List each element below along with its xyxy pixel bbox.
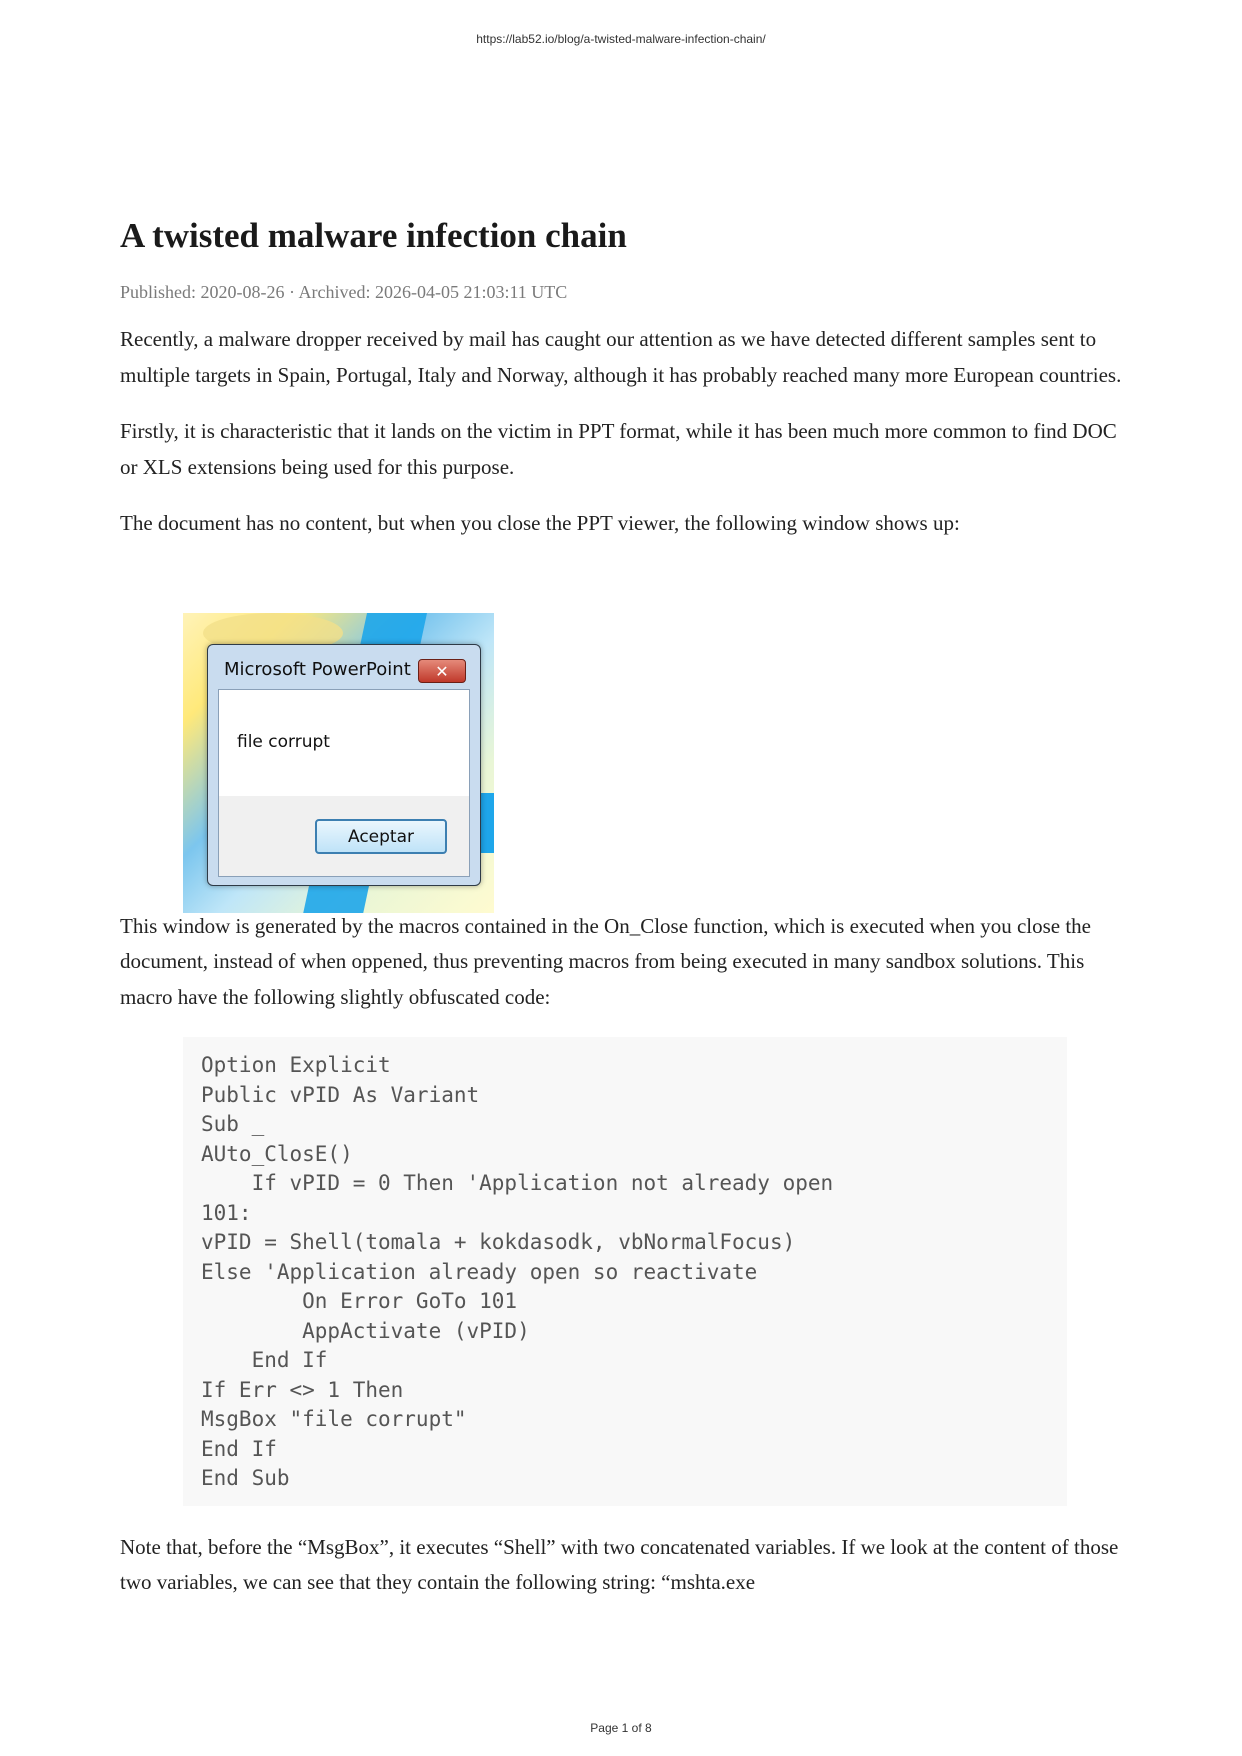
page-url-header: https://lab52.io/blog/a-twisted-malware-infection-chain/ <box>476 32 766 46</box>
close-icon: ✕ <box>418 659 466 683</box>
dialog-body <box>218 689 470 877</box>
code-line: Sub _ <box>201 1112 265 1136</box>
code-line: End Sub <box>201 1466 290 1490</box>
paragraph-window: The document has no content, but when you close the PPT viewer, the following window shows up: <box>120 511 960 535</box>
paragraph-shell: Note that, before the “MsgBox”, it executes “Shell” with two concatenated variables. If we look at the content of those two variables, we can see that they contain the following string: “mshta.exe <box>120 1534 1119 1594</box>
code-line: End If <box>201 1436 277 1461</box>
code-line: If vPID = 0 Then 'Application not already open <box>201 1171 834 1195</box>
code-line: 101: <box>201 1200 252 1225</box>
aceptar-button: Aceptar <box>315 819 447 854</box>
code-line: End If <box>201 1348 328 1372</box>
page-number: Page 1 of 8 <box>590 1721 652 1735</box>
code-line: AUto_ClosE() <box>201 1141 353 1166</box>
code-line: MsgBox "file corrupt" <box>201 1407 467 1431</box>
powerpoint-dialog <box>207 644 481 886</box>
paragraph-intro: Recently, a malware dropper received by mail has caught our attention as we have detected different samples sent to multiple targets in Spain, Portugal, Italy and Norway, although it has probably reached many more European countries. <box>120 327 1122 387</box>
paragraph-format: Firstly, it is characteristic that it lands on the victim in PPT format, while it has been much more common to find DOC or XLS extensions being used for this purpose. <box>120 419 1117 479</box>
code-line: vPID = Shell(tomala + kokdasodk, vbNormalFocus) <box>201 1230 796 1254</box>
dialog-message: file corrupt <box>237 732 330 752</box>
paragraph-macro: This window is generated by the macros contained in the On_Close function, which is executed when you close the document, instead of when oppened, thus preventing macros from being executed in many sandbox solutions. This macro have the following slightly obfuscated code: <box>120 913 1092 1009</box>
code-line: Option Explicit <box>201 1053 391 1077</box>
dialog-title: Microsoft PowerPoint <box>224 659 411 680</box>
article-meta: Published: 2020-08-26 · Archived: 2026-04-05 21:03:11 UTC <box>120 282 568 302</box>
code-line: Public vPID As Variant <box>201 1082 480 1107</box>
dialog-screenshot <box>183 613 494 913</box>
code-line: Else 'Application already open so reactivate <box>201 1259 758 1284</box>
code-line: If Err <> 1 Then <box>201 1377 404 1402</box>
article-title: A twisted malware infection chain <box>120 216 627 255</box>
code-block <box>183 1037 1067 1506</box>
code-line: On Error GoTo 101 <box>201 1289 518 1313</box>
code-line: AppActivate (vPID) <box>201 1318 530 1343</box>
